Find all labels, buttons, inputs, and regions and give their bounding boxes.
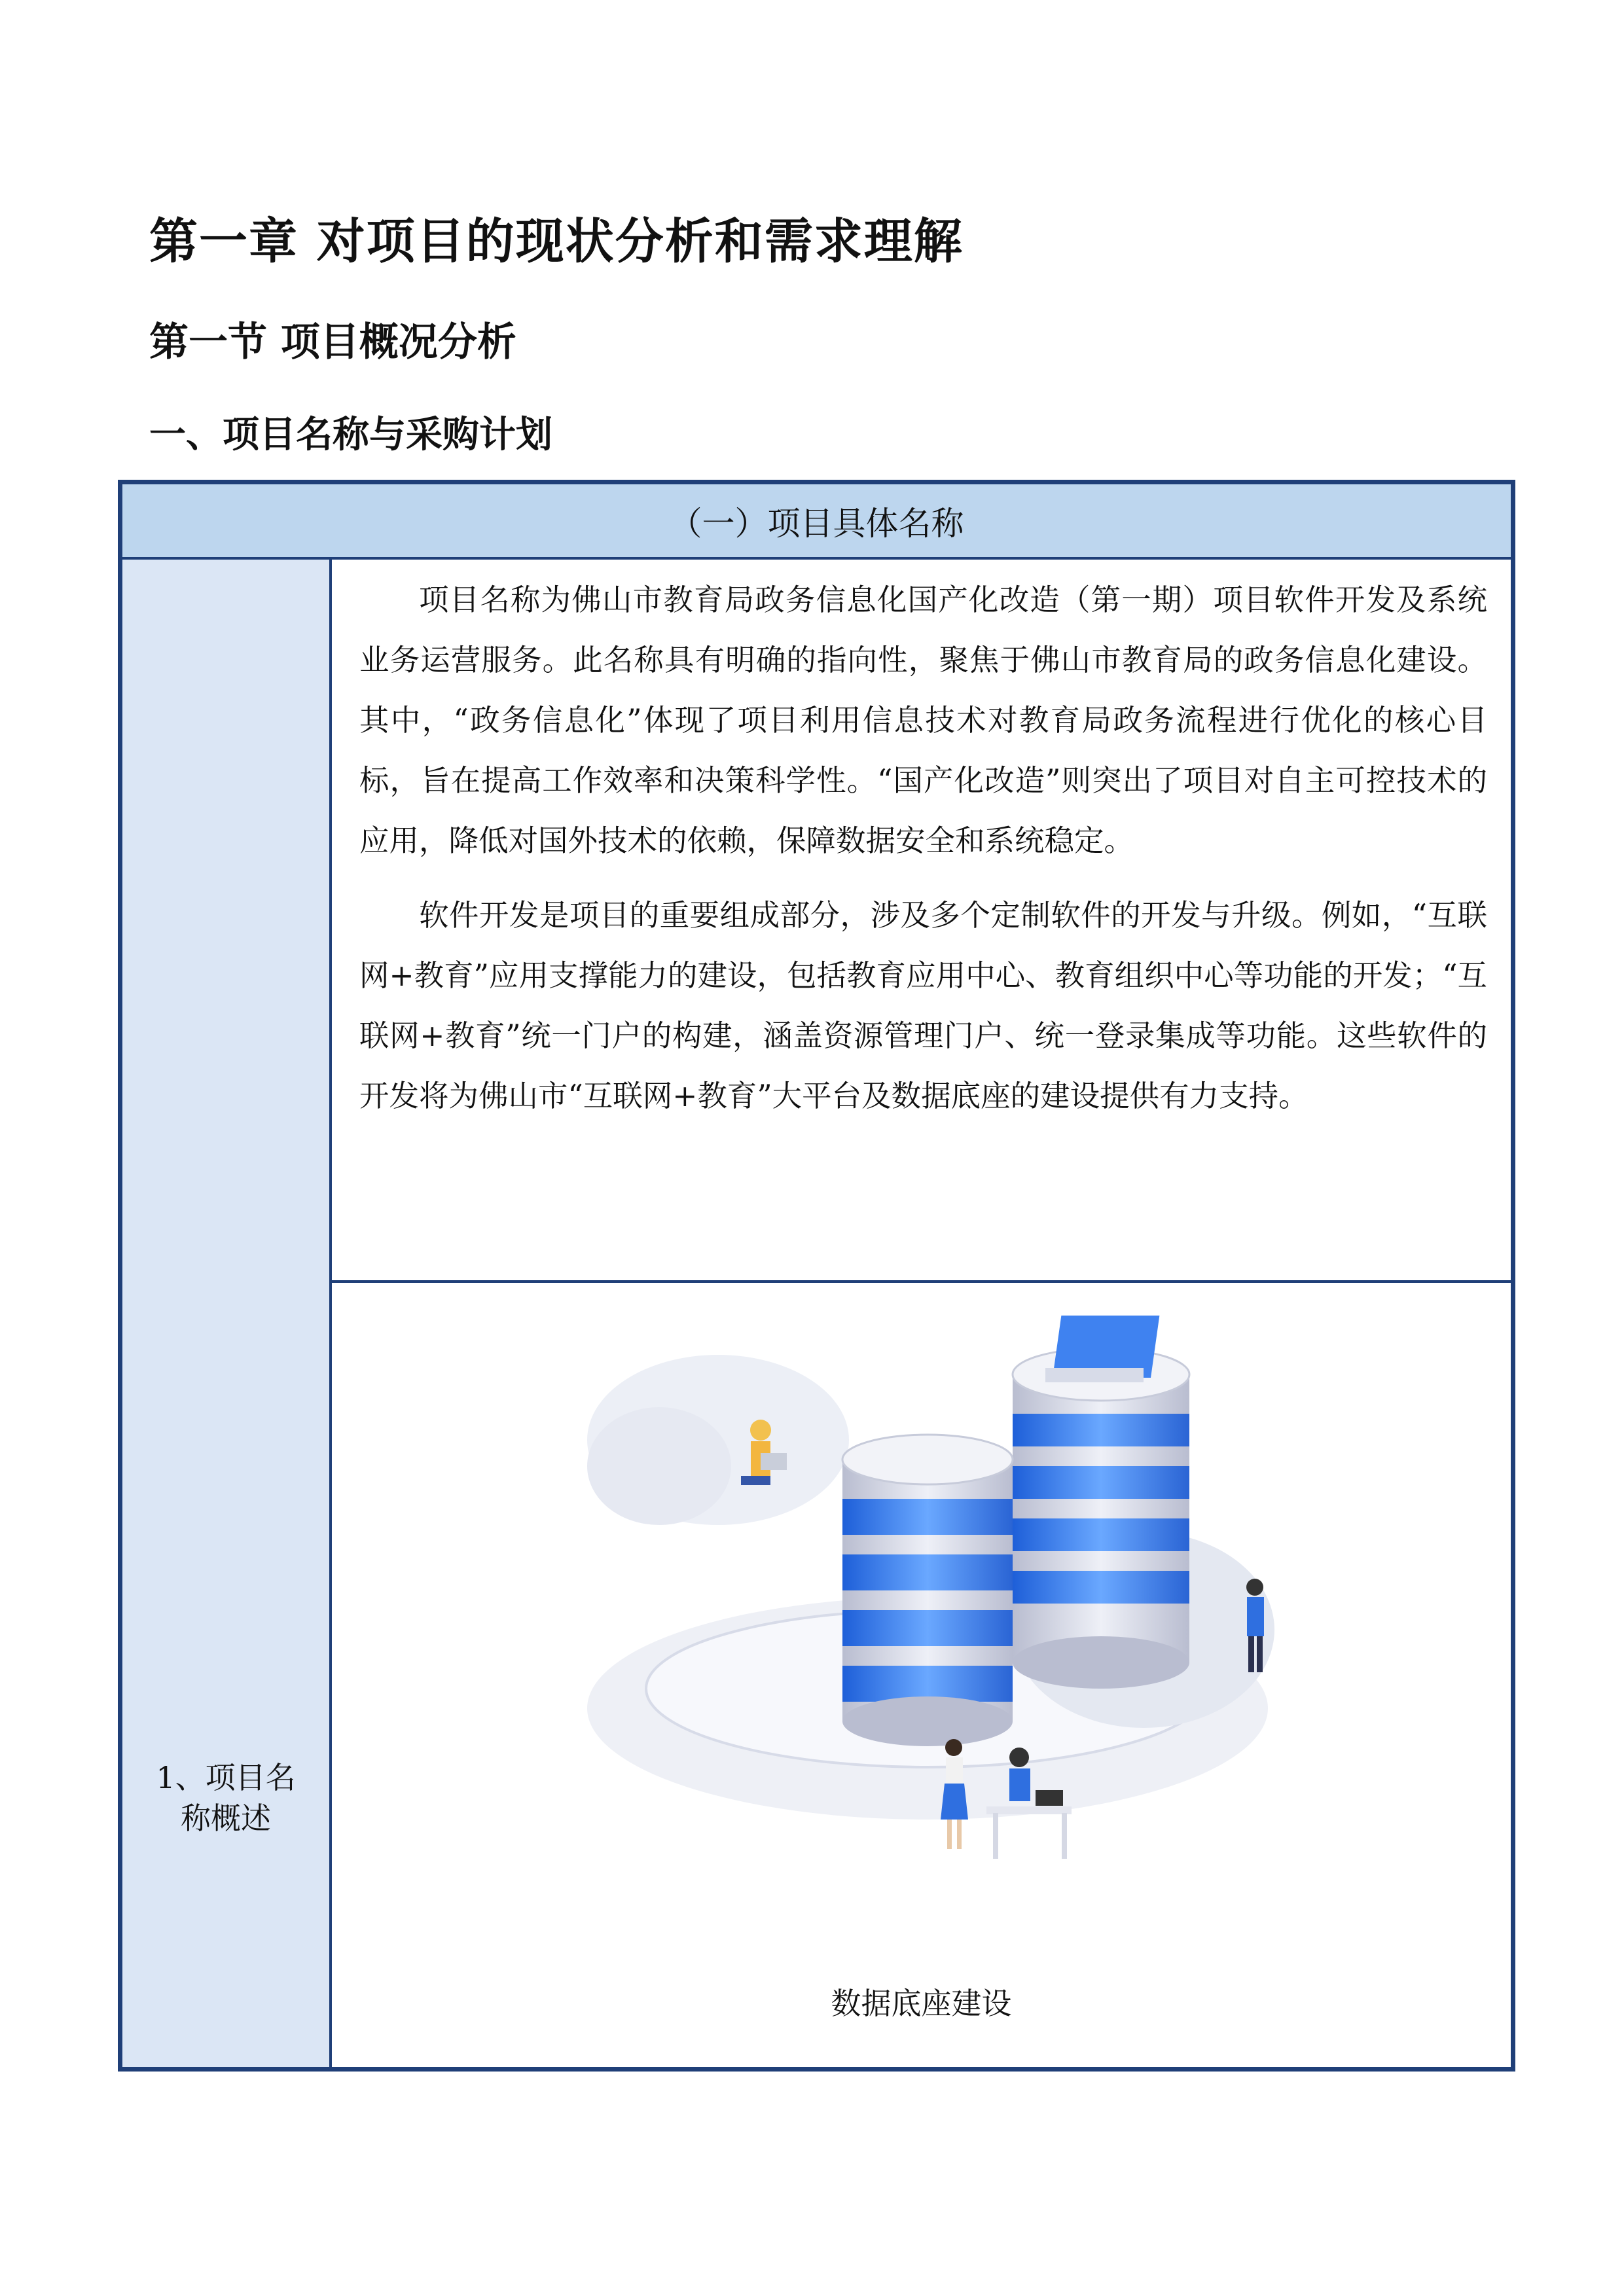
image-cell xyxy=(332,1283,1511,2067)
row-label-cell xyxy=(122,560,332,2067)
image-caption: 数据底座建设 xyxy=(831,1986,1012,2021)
project-name-table xyxy=(118,480,1515,2072)
row-label: 1、项目名 称概述 xyxy=(156,1760,296,1836)
database-cylinder-right xyxy=(1013,1316,1189,1689)
database-cylinder-left xyxy=(842,1435,1013,1746)
description-paragraph-2: 软件开发是项目的重要组成部分，涉及多个定制软件的开发与升级。例如，“互联网+教育”应用支撑能力的建设，包括教育应用中心、教育组织中心等功能的开发；“互联网+教育”统一门户的构建，涵盖资源管理门户、统一登录集成等功能。这些软件的开发将为佛山市“互联网+教育”大平台及数据底座的建设提供有力支持。 xyxy=(359,898,1487,1113)
description-cell xyxy=(332,560,1511,1283)
section-title: 第一节 项目概况分析 xyxy=(149,319,516,365)
subsection-title: 一、项目名称与采购计划 xyxy=(149,414,552,456)
table-header: （一）项目具体名称 xyxy=(122,484,1511,560)
data-platform-illustration xyxy=(502,1289,1353,1944)
chapter-title: 第一章 对项目的现状分析和需求理解 xyxy=(149,213,964,270)
description-paragraph-1: 项目名称为佛山市教育局政务信息化国产化改造（第一期）项目软件开发及系统业务运营服务。此名称具有明确的指向性，聚焦于佛山市教育局的政务信息化建设。其中，“政务信息化”体现了项目利用信息技术对教育局政务流程进行优化的核心目标，旨在提高工作效率和决策科学性。“国产化改造”则突出了项目对自主可控技术的应用，降低对国外技术的依赖，保障数据安全和系统稳定。 xyxy=(359,583,1487,858)
